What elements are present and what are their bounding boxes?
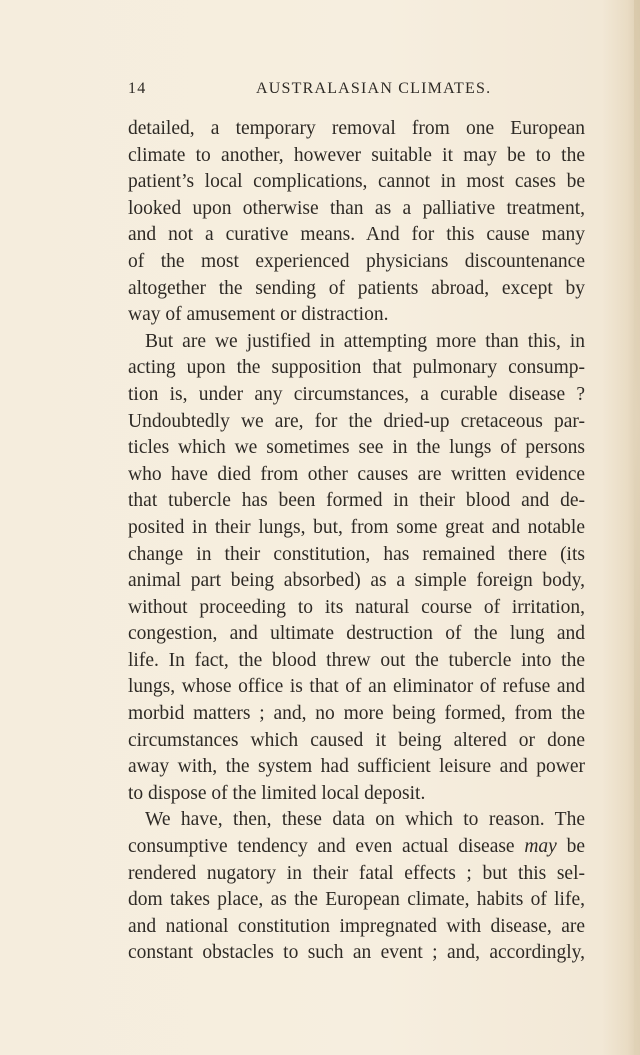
text-line: way of amusement or distraction. bbox=[128, 304, 389, 326]
text-line: We have, then, these data on which to reason. The bbox=[145, 809, 585, 831]
text-line: detailed, a temporary removal from one European bbox=[128, 118, 585, 139]
text-line: morbid matters ; and, no more being formed, from the bbox=[128, 703, 585, 725]
text-line: without proceeding to its natural course of irritation, bbox=[128, 596, 585, 618]
text-line: congestion, and ultimate destruction of the lung and bbox=[128, 623, 585, 645]
text-line: lungs, whose office is that of an eliminator of refuse and bbox=[128, 676, 585, 698]
text-line: life. In fact, the blood threw out the tubercle into the bbox=[128, 649, 585, 671]
text-line: circumstances which caused it being altered or done bbox=[128, 729, 585, 751]
text-line: looked upon otherwise than as a palliative treatment, bbox=[128, 197, 585, 219]
text-line: acting upon the supposition that pulmonary consump- bbox=[128, 357, 585, 379]
text-line: that tubercle has been formed in their blood and de- bbox=[128, 490, 585, 512]
text-line: away with, the system had sufficient leisure and power bbox=[128, 756, 585, 778]
text-line: altogether the sending of patients abroad, except by bbox=[128, 277, 585, 299]
running-head bbox=[128, 80, 588, 104]
text-line-with-italic bbox=[128, 834, 585, 861]
italic-word: may bbox=[524, 836, 557, 858]
page-number: 14 bbox=[128, 80, 147, 97]
text-line: posited in their lungs, but, from some great and notable bbox=[128, 516, 585, 538]
text-line: climate to another, however suitable it may be to the bbox=[128, 144, 585, 166]
text-line: constant obstacles to such an event ; and, accordingly, bbox=[128, 942, 585, 964]
text-line: and not a curative means. And for this cause many bbox=[128, 224, 585, 246]
body-text bbox=[128, 116, 585, 967]
text-line: ticles which we sometimes see in the lungs of persons bbox=[128, 437, 585, 459]
text-line: of the most experienced physicians discountenance bbox=[128, 250, 585, 272]
text-line: tion is, under any circumstances, a curable disease ? bbox=[128, 383, 585, 405]
text-line: and national constitution impregnated with disease, are bbox=[128, 915, 585, 937]
text-line: But are we justified in attempting more than this, in bbox=[145, 330, 585, 352]
text-line: animal part being absorbed) as a simple foreign body, bbox=[128, 570, 585, 592]
text-fragment: be bbox=[566, 836, 585, 858]
running-title: AUSTRALASIAN CLIMATES. bbox=[256, 80, 492, 97]
page-edge bbox=[634, 0, 640, 1055]
text-line: change in their constitution, has remained there (its bbox=[128, 543, 585, 565]
text-line: dom takes place, as the European climate, habits of life, bbox=[128, 889, 585, 911]
text-line: who have died from other causes are written evidence bbox=[128, 463, 585, 485]
text-fragment: consumptive tendency and even actual disease bbox=[128, 836, 515, 858]
text-line: patient’s local complications, cannot in most cases be bbox=[128, 171, 585, 193]
text-line: to dispose of the limited local deposit. bbox=[128, 782, 426, 804]
text-line: Undoubtedly we are, for the dried-up cretaceous par- bbox=[128, 410, 585, 432]
text-line: rendered nugatory in their fatal effects ; but this sel- bbox=[128, 862, 585, 884]
